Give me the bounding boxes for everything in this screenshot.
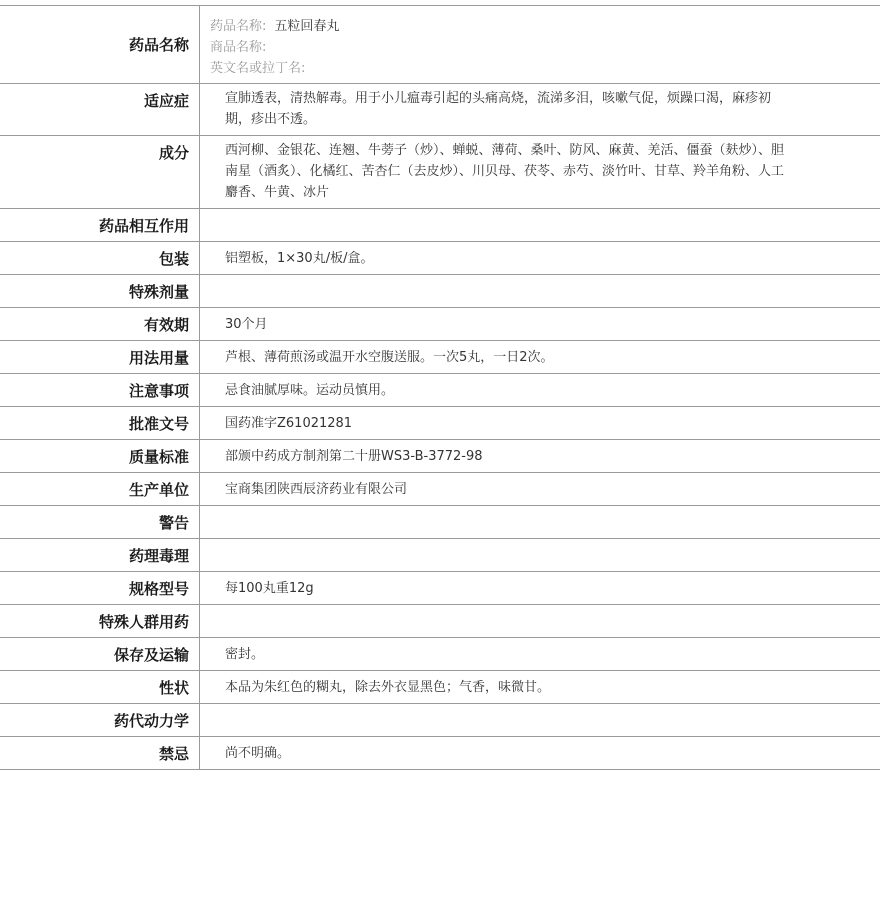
row-value: 部颁中药成方制剂第二十册WS3-B-3772-98 (225, 448, 483, 464)
row-label: 生产单位 (0, 473, 200, 505)
row-value (200, 275, 880, 307)
row-label: 包装 (0, 242, 200, 274)
row-value: 尚不明确。 (225, 745, 291, 761)
row-value: 铝塑板，1×30丸/板/盒。 (225, 250, 374, 266)
row-precautions (0, 374, 880, 407)
row-contraindications (0, 737, 880, 770)
row-drug-name (0, 6, 880, 84)
row-dosage (0, 341, 880, 374)
row-label: 禁忌 (0, 737, 200, 769)
row-value (200, 209, 880, 241)
row-label: 警告 (0, 506, 200, 538)
row-manufacturer (0, 473, 880, 506)
row-label: 特殊剂量 (0, 275, 200, 307)
generic-name-label: 药品名称: (210, 19, 267, 34)
row-interactions (0, 209, 880, 242)
trade-name-line (210, 37, 880, 58)
drug-name-block (200, 6, 880, 83)
row-label: 药品名称 (0, 6, 200, 83)
row-label: 适应症 (0, 84, 200, 135)
row-value (200, 605, 880, 637)
row-specification (0, 572, 880, 605)
row-special-dosage (0, 275, 880, 308)
row-label: 用法用量 (0, 341, 200, 373)
row-label: 药理毒理 (0, 539, 200, 571)
row-pharmacokinetics (0, 704, 880, 737)
row-value: 30个月 (225, 316, 268, 332)
row-storage (0, 638, 880, 671)
row-ingredients (0, 136, 880, 209)
row-special-populations (0, 605, 880, 638)
row-label: 有效期 (0, 308, 200, 340)
generic-name-value: 五粒回春丸 (274, 19, 340, 34)
english-name-line (210, 58, 880, 79)
drug-spec-table (0, 5, 880, 770)
row-value: 国药准字Z61021281 (225, 415, 353, 431)
row-approval-number (0, 407, 880, 440)
generic-name-line (210, 16, 880, 37)
row-label: 药代动力学 (0, 704, 200, 736)
row-value: 西河柳、金银花、连翘、牛蒡子（炒）、蝉蜕、薄荷、桑叶、防风、麻黄、羌活、僵蚕（麸炒）、胆南星（酒炙）、化橘红、苦杏仁（去皮炒）、川贝母、茯苓、赤芍、淡竹叶、甘草、羚羊角粉、人工麝香、牛黄、冰片 (225, 143, 785, 200)
row-value: 每100丸重12g (225, 580, 314, 596)
row-packaging (0, 242, 880, 275)
row-appearance (0, 671, 880, 704)
row-quality-standard (0, 440, 880, 473)
trade-name-label: 商品名称: (210, 40, 267, 55)
row-label: 保存及运输 (0, 638, 200, 670)
row-label: 质量标准 (0, 440, 200, 472)
row-indications (0, 84, 880, 136)
row-label: 特殊人群用药 (0, 605, 200, 637)
row-label: 药品相互作用 (0, 209, 200, 241)
row-value: 宝商集团陕西辰济药业有限公司 (225, 481, 408, 497)
row-value: 密封。 (225, 646, 265, 662)
row-value: 忌食油腻厚味。运动员慎用。 (225, 382, 395, 398)
row-label: 成分 (0, 136, 200, 208)
row-value: 宣肺透表，清热解毒。用于小儿瘟毒引起的头痛高烧，流涕多泪，咳嗽气促，烦躁口渴，麻疹初期，疹出不透。 (225, 91, 772, 127)
row-label: 规格型号 (0, 572, 200, 604)
row-shelf-life (0, 308, 880, 341)
row-value: 芦根、薄荷煎汤或温开水空腹送服。一次5丸，一日2次。 (225, 349, 554, 365)
row-label: 性状 (0, 671, 200, 703)
row-pharmacology (0, 539, 880, 572)
row-label: 注意事项 (0, 374, 200, 406)
row-value: 本品为朱红色的糊丸，除去外衣显黑色；气香，味微甘。 (225, 679, 551, 695)
row-value (200, 506, 880, 538)
row-value (200, 704, 880, 736)
row-value (200, 539, 880, 571)
english-name-label: 英文名或拉丁名: (210, 61, 306, 76)
row-label: 批准文号 (0, 407, 200, 439)
row-warning (0, 506, 880, 539)
